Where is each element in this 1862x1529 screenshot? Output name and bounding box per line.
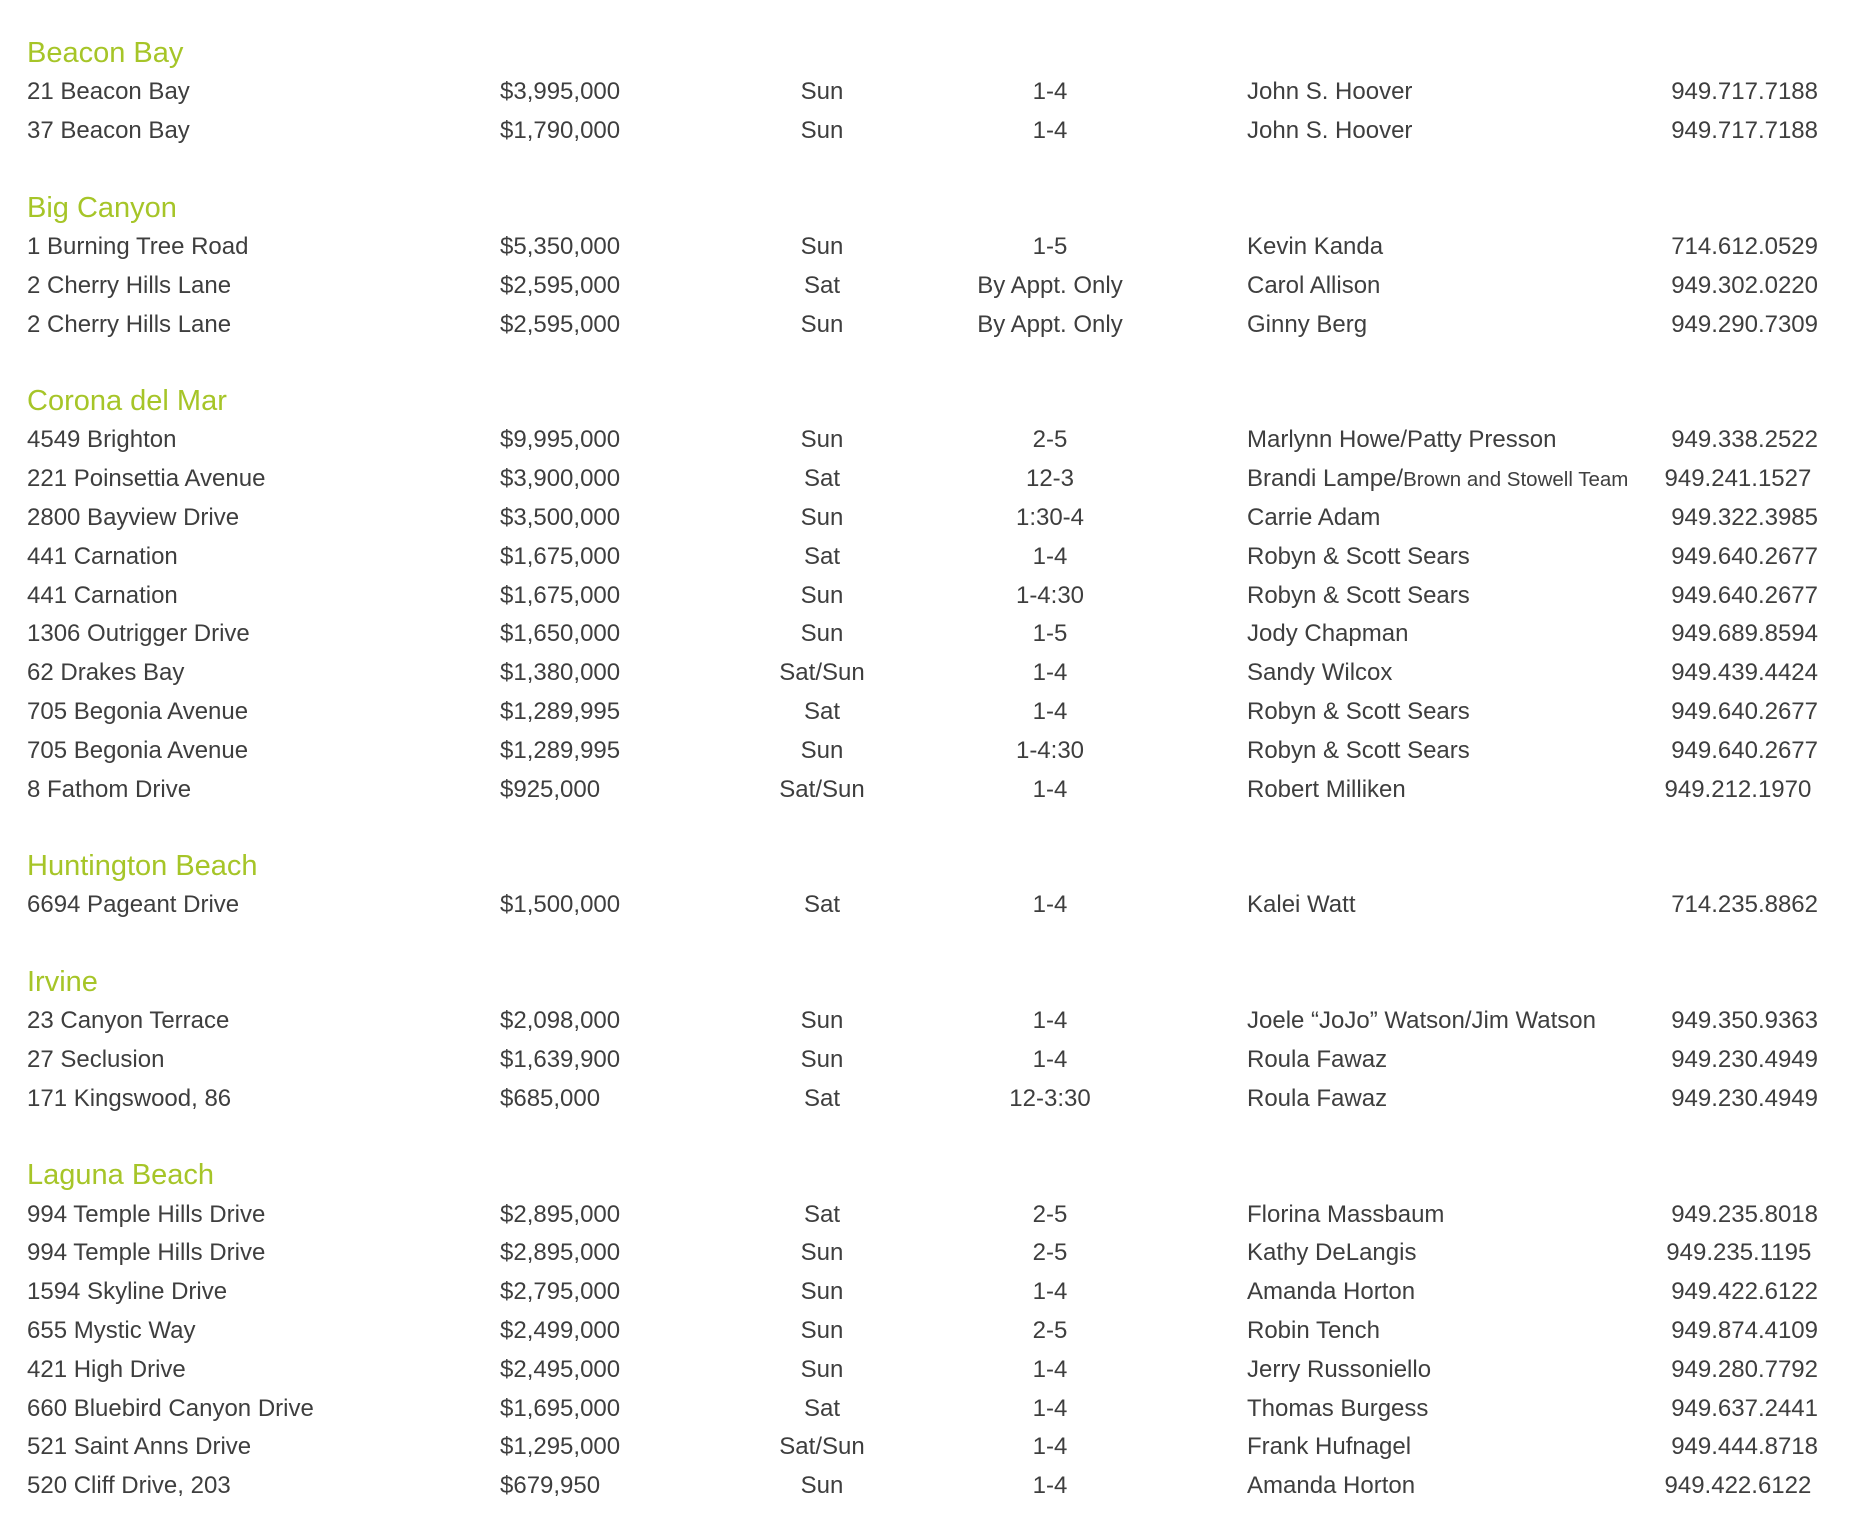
- listing-time: 1-5: [1032, 232, 1068, 260]
- listing-price: $9,995,000: [500, 426, 621, 454]
- listing-agent: [1186, 311, 1640, 339]
- listing-address: 37 Beacon Bay: [27, 117, 190, 145]
- listing-agent-name: Jody Chapman: [1247, 620, 1409, 648]
- listing-time: 1-4: [1032, 1278, 1068, 1306]
- listing-price: $1,650,000: [500, 620, 621, 648]
- listing-agent-name: Sandy Wilcox: [1247, 659, 1393, 687]
- listing-address: 2 Cherry Hills Lane: [27, 271, 232, 299]
- listing-address: 1 Burning Tree Road: [27, 232, 249, 260]
- listing-time: 2-5: [1032, 1316, 1068, 1344]
- listing-time: 1-4: [1032, 1394, 1068, 1422]
- listing-phone: 949.280.7792: [1671, 1355, 1818, 1383]
- listing-address: 655 Mystic Way: [27, 1316, 196, 1344]
- listing-row: [27, 499, 1862, 538]
- listing-address: 441 Carnation: [27, 581, 178, 609]
- listing-phone: 949.290.7309: [1671, 310, 1818, 338]
- city-section: [27, 381, 1862, 809]
- listing-agent: [1186, 1085, 1640, 1113]
- listing-phone: 949.640.2677: [1671, 697, 1818, 725]
- listing-agent-name: Robin Tench: [1247, 1316, 1380, 1344]
- listing-agent-name: John S. Hoover: [1247, 117, 1413, 145]
- listing-address: 171 Kingswood, 86: [27, 1084, 232, 1112]
- listing-rows: [27, 1195, 1862, 1505]
- listing-price: $5,350,000: [500, 232, 621, 260]
- listing-time: 1-4: [1032, 1472, 1068, 1500]
- listing-agent-name: Robyn & Scott Sears: [1247, 581, 1470, 609]
- listing-row: [27, 228, 1862, 267]
- listing-time: 1-4: [1032, 1433, 1068, 1461]
- listing-agent-name: Roula Fawaz: [1247, 1084, 1388, 1112]
- listing-price: $2,595,000: [500, 310, 621, 338]
- listing-phone: 949.422.6122: [1671, 1278, 1818, 1306]
- listing-price: $3,995,000: [500, 78, 621, 106]
- listing-price: $685,000: [500, 1084, 601, 1112]
- listing-price: $925,000: [500, 775, 601, 803]
- listing-address: 2 Cherry Hills Lane: [27, 310, 232, 338]
- city-section: [27, 33, 1862, 151]
- listing-row: [27, 576, 1862, 615]
- listing-agent: [1186, 117, 1640, 145]
- listing-agent-name: Marlynn Howe/Patty Presson: [1247, 426, 1557, 454]
- city-heading: Beacon Bay: [27, 37, 184, 69]
- listing-rows: [27, 1002, 1862, 1118]
- listing-agent-name: Kathy DeLangis: [1247, 1239, 1417, 1267]
- listing-time: 1-4: [1032, 1007, 1068, 1035]
- listing-row: [27, 770, 1862, 809]
- listing-agent-name: Robert Milliken: [1247, 775, 1406, 803]
- listing-row: [27, 1002, 1862, 1041]
- listing-agent: [1186, 272, 1640, 300]
- listing-row: [27, 1312, 1862, 1351]
- listing-agent-name: Joele “JoJo” Watson/Jim Watson: [1247, 1007, 1596, 1035]
- listing-day: Sun: [800, 503, 844, 531]
- listing-time: 1-4: [1032, 891, 1068, 919]
- listing-address: 6694 Pageant Drive: [27, 891, 240, 919]
- listing-day: Sun: [800, 310, 844, 338]
- listing-row: [27, 1350, 1862, 1389]
- listing-day: Sun: [800, 78, 844, 106]
- listing-phone: 949.235.8018: [1671, 1200, 1818, 1228]
- listing-agent: [1186, 465, 1640, 493]
- listing-agent: [1186, 776, 1640, 804]
- listing-day: Sun: [800, 1316, 844, 1344]
- listing-time: 2-5: [1032, 1200, 1068, 1228]
- listing-address: 421 High Drive: [27, 1355, 186, 1383]
- listing-agent: [1186, 698, 1640, 726]
- listing-phone: 949.338.2522: [1671, 426, 1818, 454]
- city-heading: Huntington Beach: [27, 849, 258, 882]
- listing-address: 27 Seclusion: [27, 1045, 165, 1073]
- listing-price: $1,790,000: [500, 117, 621, 145]
- listing-price: $2,595,000: [500, 271, 621, 299]
- listing-price: $3,900,000: [500, 465, 621, 493]
- listing-agent-name: Brandi Lampe/: [1247, 465, 1404, 493]
- city-section: [27, 962, 1862, 1118]
- listing-row: [27, 1079, 1862, 1118]
- listing-agent-name: Carrie Adam: [1247, 503, 1381, 531]
- listing-price: $1,289,995: [500, 697, 621, 725]
- listing-row: [27, 421, 1862, 460]
- listing-price: $2,895,000: [500, 1200, 621, 1228]
- listing-agent: [1186, 78, 1640, 106]
- listing-row: [27, 1389, 1862, 1428]
- listing-day: Sun: [800, 1045, 844, 1073]
- listing-time: 1-4: [1032, 659, 1068, 687]
- listing-day: Sun: [800, 232, 844, 260]
- listing-row: [27, 1273, 1862, 1312]
- listing-day: Sun: [800, 620, 844, 648]
- listing-phone: 949.640.2677: [1671, 542, 1818, 570]
- listing-time: 12-3:30: [1009, 1084, 1091, 1112]
- listing-day: Sat: [803, 697, 841, 725]
- listing-address: 994 Temple Hills Drive: [27, 1239, 266, 1267]
- listing-day: Sun: [800, 117, 844, 145]
- listing-day: Sun: [800, 736, 844, 764]
- city-section: [27, 846, 1862, 925]
- listing-time: 1-4: [1032, 1045, 1068, 1073]
- listing-address: 994 Temple Hills Drive: [27, 1200, 266, 1228]
- listing-row: [27, 73, 1862, 112]
- listing-phone: 949.640.2677: [1671, 736, 1818, 764]
- listing-address: 1306 Outrigger Drive: [27, 620, 250, 648]
- listing-price: $2,795,000: [500, 1278, 621, 1306]
- listing-day: Sun: [800, 1472, 844, 1500]
- listing-time: 1-5: [1032, 620, 1068, 648]
- listing-address: 441 Carnation: [27, 542, 178, 570]
- listing-address: 2800 Bayview Drive: [27, 503, 240, 531]
- listing-agent: [1186, 543, 1640, 571]
- listing-day: Sat: [803, 465, 841, 493]
- listing-price: $2,098,000: [500, 1007, 621, 1035]
- listing-time: 1-4: [1032, 775, 1068, 803]
- city-heading: Irvine: [27, 965, 98, 998]
- listing-agent: [1186, 620, 1640, 648]
- listing-phone: 949.637.2441: [1671, 1394, 1818, 1422]
- listing-price: $679,950: [500, 1472, 601, 1500]
- listing-agent-name: Carol Allison: [1247, 271, 1381, 299]
- listing-price: $3,500,000: [500, 503, 621, 531]
- city-heading: Corona del Mar: [27, 384, 227, 417]
- listing-agent-name: Amanda Horton: [1247, 1278, 1416, 1306]
- listing-address: 520 Cliff Drive, 203: [27, 1472, 231, 1500]
- city-heading: Laguna Beach: [27, 1159, 215, 1192]
- listing-day: Sun: [800, 581, 844, 609]
- listing-agent: [1186, 1278, 1640, 1306]
- listing-row: [27, 1467, 1862, 1506]
- listing-row: [27, 731, 1862, 770]
- listing-phone: 949.717.7188: [1671, 78, 1818, 106]
- listing-agent: [1186, 233, 1640, 261]
- listing-day: Sun: [800, 426, 844, 454]
- listing-time: 12-3: [1025, 465, 1075, 493]
- listing-phone: 949.717.7188: [1671, 117, 1818, 145]
- listing-agent-name: Kevin Kanda: [1247, 232, 1384, 260]
- listing-agent: [1186, 659, 1640, 687]
- listing-price: $1,675,000: [500, 542, 621, 570]
- listing-row: [27, 886, 1862, 925]
- listing-phone: 714.235.8862: [1671, 891, 1818, 919]
- listing-row: [27, 460, 1862, 499]
- listing-address: 660 Bluebird Canyon Drive: [27, 1394, 314, 1422]
- listing-price: $2,495,000: [500, 1355, 621, 1383]
- listing-row: [27, 1041, 1862, 1080]
- listing-rows: [27, 73, 1862, 151]
- listing-rows: [27, 228, 1862, 344]
- listing-time: 1-4: [1032, 542, 1068, 570]
- listing-day: Sat: [803, 1394, 841, 1422]
- listing-address: 8 Fathom Drive: [27, 775, 192, 803]
- city-section: [27, 188, 1862, 344]
- listing-day: Sat: [803, 271, 841, 299]
- listing-row: [27, 266, 1862, 305]
- listing-agent-name: Thomas Burgess: [1247, 1394, 1429, 1422]
- listing-price: $1,675,000: [500, 581, 621, 609]
- listing-phone: 949.230.4949: [1671, 1045, 1818, 1073]
- city-section: [27, 1155, 1862, 1505]
- listing-phone: 949.689.8594: [1671, 620, 1818, 648]
- listing-time: 2-5: [1032, 426, 1068, 454]
- listing-agent: [1186, 504, 1640, 532]
- listing-price: $2,895,000: [500, 1239, 621, 1267]
- listing-row: [27, 1195, 1862, 1234]
- listing-day: Sat/Sun: [779, 775, 865, 803]
- listing-agent: [1186, 1201, 1640, 1229]
- listing-row: [27, 693, 1862, 732]
- listing-agent-name: Jerry Russoniello: [1247, 1355, 1432, 1383]
- listing-phone: 949.212.1970: [1664, 775, 1818, 803]
- listing-time: 1:30-4: [1015, 503, 1085, 531]
- listing-agent: [1186, 1433, 1640, 1461]
- listing-day: Sun: [800, 1239, 844, 1267]
- listing-phone: 949.874.4109: [1671, 1316, 1818, 1344]
- listing-row: [27, 112, 1862, 151]
- listing-row: [27, 305, 1862, 344]
- listing-price: $1,695,000: [500, 1394, 621, 1422]
- listing-price: $1,500,000: [500, 891, 621, 919]
- listing-time: 2-5: [1032, 1239, 1068, 1267]
- listing-price: $2,499,000: [500, 1316, 621, 1344]
- listing-day: Sat: [803, 891, 841, 919]
- listing-price: $1,289,995: [500, 736, 621, 764]
- listing-phone: 714.612.0529: [1671, 232, 1818, 260]
- listing-agent: [1186, 1317, 1640, 1345]
- listing-rows: [27, 421, 1862, 809]
- listing-address: 521 Saint Anns Drive: [27, 1433, 252, 1461]
- listing-phone: 949.241.1527: [1664, 465, 1818, 493]
- listing-phone: 949.302.0220: [1671, 271, 1818, 299]
- listing-day: Sun: [800, 1355, 844, 1383]
- listing-agent-name: Robyn & Scott Sears: [1247, 542, 1470, 570]
- listing-address: 23 Canyon Terrace: [27, 1007, 230, 1035]
- listing-price: $1,295,000: [500, 1433, 621, 1461]
- listing-address: 221 Poinsettia Avenue: [27, 465, 266, 493]
- listing-agent-name: Roula Fawaz: [1247, 1045, 1388, 1073]
- listing-row: [27, 615, 1862, 654]
- listing-day: Sat: [803, 1084, 841, 1112]
- listing-time: By Appt. Only: [977, 271, 1123, 299]
- city-heading: Big Canyon: [27, 191, 177, 224]
- listing-agent-name: Frank Hufnagel: [1247, 1433, 1412, 1461]
- listing-phone: 949.422.6122: [1664, 1472, 1818, 1500]
- listing-phone: 949.640.2677: [1671, 581, 1818, 609]
- listing-time: 1-4:30: [1015, 581, 1085, 609]
- listing-address: 705 Begonia Avenue: [27, 697, 249, 725]
- listing-time: 1-4: [1032, 1355, 1068, 1383]
- listing-time: 1-4:30: [1015, 736, 1085, 764]
- listing-time: By Appt. Only: [977, 310, 1123, 338]
- listing-agent: [1186, 737, 1640, 765]
- listing-phone: 949.350.9363: [1671, 1007, 1818, 1035]
- listing-row: [27, 537, 1862, 576]
- listing-address: 4549 Brighton: [27, 426, 177, 454]
- listing-address: 62 Drakes Bay: [27, 659, 185, 687]
- listing-phone: 949.439.4424: [1671, 659, 1818, 687]
- listing-time: 1-4: [1032, 78, 1068, 106]
- listing-agent: [1186, 1472, 1640, 1500]
- listing-row: [27, 654, 1862, 693]
- listing-agent-name: Florina Massbaum: [1247, 1200, 1445, 1228]
- listing-price: $1,380,000: [500, 659, 621, 687]
- listing-phone: 949.322.3985: [1671, 503, 1818, 531]
- listing-agent-name: Robyn & Scott Sears: [1247, 736, 1470, 764]
- listing-phone: 949.235.1195: [1666, 1239, 1818, 1267]
- listing-row: [27, 1428, 1862, 1467]
- listing-phone: 949.444.8718: [1671, 1433, 1818, 1461]
- listing-agent: [1186, 582, 1640, 610]
- listing-day: Sat/Sun: [779, 1433, 865, 1461]
- listing-agent: [1186, 1046, 1640, 1074]
- listing-rows: [27, 886, 1862, 925]
- listing-price: $1,639,900: [500, 1045, 621, 1073]
- listing-day: Sat/Sun: [779, 659, 865, 687]
- listing-day: Sat: [803, 542, 841, 570]
- listing-day: Sun: [800, 1278, 844, 1306]
- listing-agent-name: Kalei Watt: [1247, 891, 1356, 919]
- listing-time: 1-4: [1032, 697, 1068, 725]
- listing-address: 1594 Skyline Drive: [27, 1278, 228, 1306]
- listing-phone: 949.230.4949: [1671, 1084, 1818, 1112]
- listing-day: Sun: [800, 1007, 844, 1035]
- listing-row: [27, 1234, 1862, 1273]
- listing-address: 705 Begonia Avenue: [27, 736, 249, 764]
- listing-agent: [1186, 426, 1640, 454]
- listing-agent-team: Brown and Stowell Team: [1403, 468, 1629, 492]
- listing-agent-name: Robyn & Scott Sears: [1247, 697, 1470, 725]
- listing-agent-name: Amanda Horton: [1247, 1472, 1416, 1500]
- listing-address: 21 Beacon Bay: [27, 78, 190, 106]
- listing-agent: [1186, 1239, 1640, 1267]
- listing-agent: [1186, 891, 1640, 919]
- listing-agent: [1186, 1395, 1640, 1423]
- listing-agent-name: Ginny Berg: [1247, 310, 1368, 338]
- listing-time: 1-4: [1032, 117, 1068, 145]
- listing-agent: [1186, 1007, 1640, 1035]
- listing-day: Sat: [803, 1200, 841, 1228]
- listing-agent-name: John S. Hoover: [1247, 78, 1413, 106]
- listing-agent: [1186, 1356, 1640, 1384]
